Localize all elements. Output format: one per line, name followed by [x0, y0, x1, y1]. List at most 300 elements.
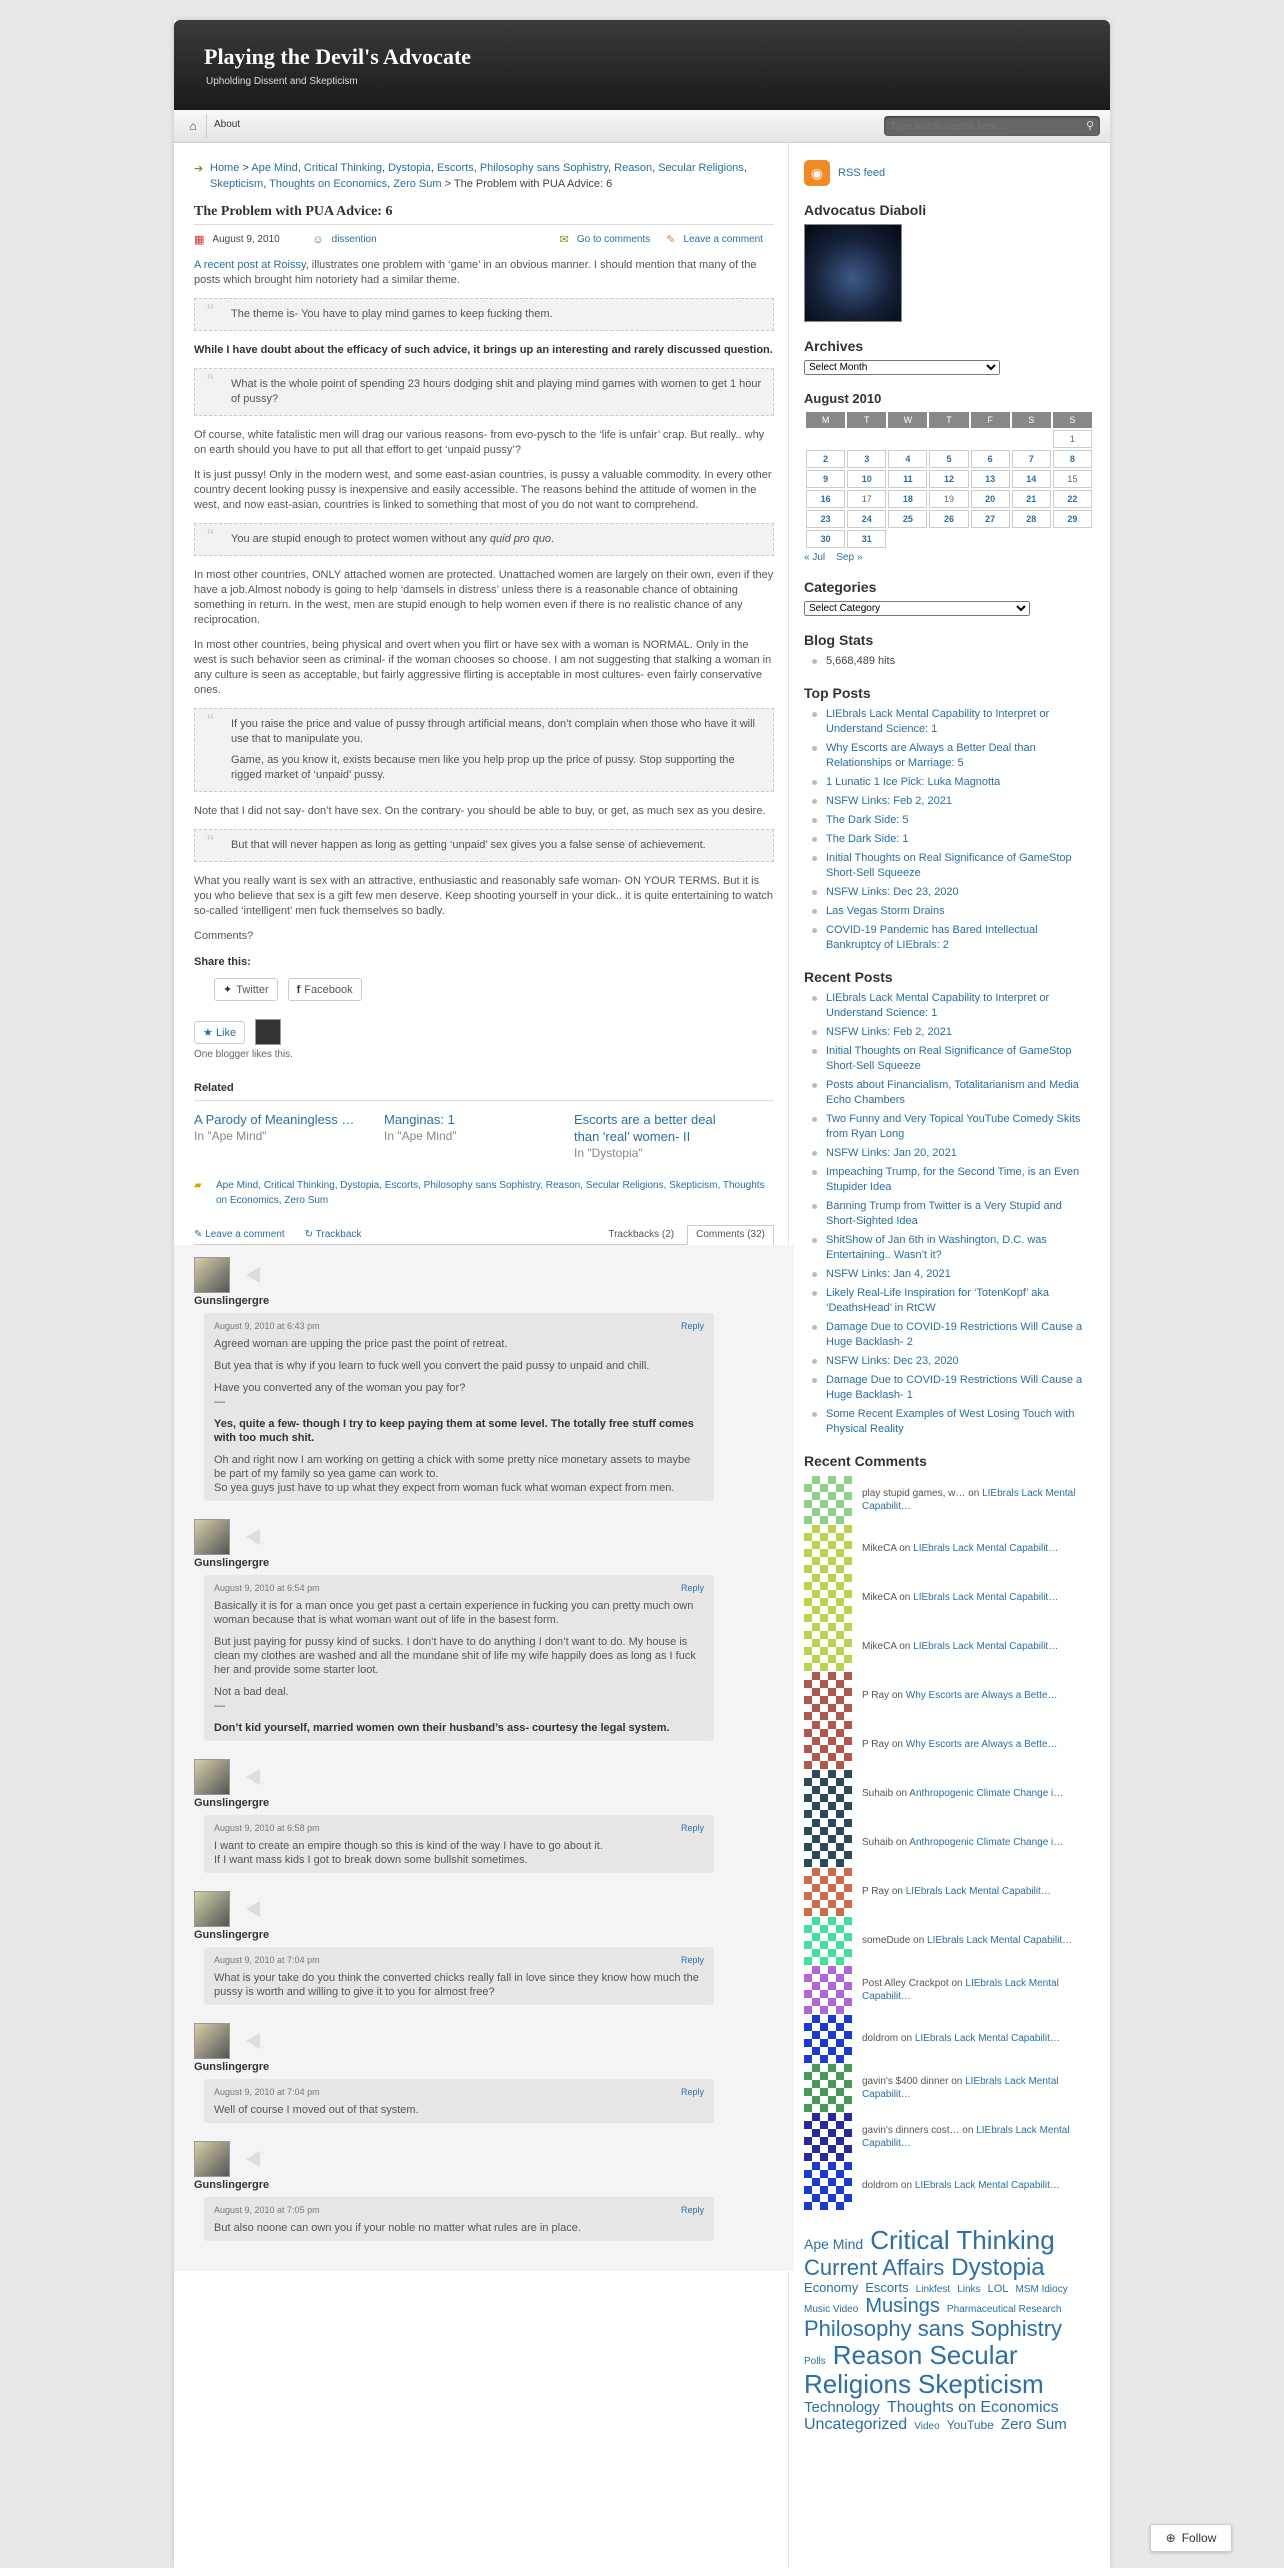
tag-cloud: [804, 2226, 1094, 2434]
recent-comment: [804, 1769, 1094, 1818]
calendar-day[interactable]: 20: [971, 490, 1010, 508]
recent-comment-text: [862, 1738, 1057, 1751]
recent-post-link[interactable]: Posts about Financialism, Totalitarianism and Media Echo Chambers: [804, 1078, 1094, 1108]
recent-post-link[interactable]: Likely Real-Life Inspiration for ‘TotenKopf’ aka ‘DeathsHead’ in RtCW: [804, 1286, 1094, 1316]
comment-text: Well of course I moved out of that system.: [214, 2104, 419, 2116]
calendar-week: [806, 490, 1092, 508]
recent-comment-author[interactable]: doldrom: [862, 2180, 899, 2191]
recent-comment: [804, 1916, 1094, 1965]
calendar-nav: [804, 552, 1094, 563]
top-post-link[interactable]: NSFW Links: Dec 23, 2020: [804, 885, 1094, 900]
avatar[interactable]: [804, 1672, 852, 1720]
trackback-link[interactable]: ↻ Trackback: [304, 1229, 362, 1240]
search-input[interactable]: [888, 118, 1072, 134]
calendar-day: [888, 530, 927, 548]
reply-link[interactable]: Reply: [680, 1583, 704, 1593]
recent-comment-author[interactable]: Suhaib: [862, 1837, 894, 1848]
goto-comments-link[interactable]: Go to comments: [576, 234, 651, 245]
recent-comment-author[interactable]: play stupid games, w…: [862, 1487, 966, 1499]
avatar[interactable]: [804, 1623, 852, 1671]
archives-title: Archives: [804, 338, 864, 354]
comments-list: [174, 1245, 794, 2271]
calendar-day[interactable]: 22: [1053, 490, 1092, 508]
calendar-day[interactable]: 30: [806, 530, 845, 548]
calendar-day[interactable]: 25: [888, 510, 927, 528]
top-post-link[interactable]: COVID-19 Pandemic has Bared Intellectual Bankruptcy of LIEbrals: 2: [804, 923, 1094, 953]
tag-link[interactable]: Skepticism: [918, 2369, 1044, 2400]
avatar[interactable]: [804, 2064, 852, 2112]
calendar-day[interactable]: 24: [847, 510, 886, 528]
calendar-day[interactable]: 5: [929, 450, 968, 468]
recent-post-link[interactable]: NSFW Links: Dec 23, 2020: [804, 1354, 1094, 1369]
tag-link[interactable]: Links: [957, 2283, 981, 2295]
twitter-button[interactable]: [214, 978, 278, 1001]
quote-icon: “: [207, 711, 214, 733]
calendar-day[interactable]: 28: [1012, 510, 1051, 528]
tag-link[interactable]: Secular Religions: [804, 2340, 1018, 2400]
avatar[interactable]: [804, 1525, 852, 1573]
recent-comment-post[interactable]: LIEbrals Lack Mental Capabilit…: [905, 1886, 1051, 1897]
quote-italic: quid pro quo: [489, 533, 552, 545]
recent-comment-author[interactable]: Suhaib: [862, 1788, 894, 1799]
comment-text: What is your take do you think the converted chicks really fall in love since they know how much the pussy is worth and willing to give it to you for almost free?: [214, 1972, 699, 1998]
calendar-day: [1053, 530, 1092, 548]
top-post-link[interactable]: The Dark Side: 1: [804, 832, 1094, 847]
recent-comment-post[interactable]: LIEbrals Lack Mental Capabilit…: [913, 1592, 1059, 1603]
calendar-day[interactable]: 6: [971, 450, 1010, 468]
calendar-day[interactable]: 8: [1053, 450, 1092, 468]
comment-date[interactable]: August 9, 2010 at 6:54 pm: [214, 1583, 320, 1593]
recent-comment-on: on: [899, 1592, 911, 1603]
breadcrumb-current: The Problem with PUA Advice: 6: [453, 178, 613, 190]
recent-comment-author[interactable]: doldrom: [862, 2033, 899, 2044]
quote-text: If you raise the price and value of pussy through artificial means, don’t complain when those who have it will use that to manipulate you.: [231, 718, 756, 745]
comment-date[interactable]: August 9, 2010 at 6:43 pm: [214, 1321, 320, 1331]
comment-text: But just paying for pussy kind of sucks. I don’t have to do anything I don’t want to do. My house is clean my clothes are washed and all the mundane shit of life my wife happily does as long as I fuck her and provide some starter loot.: [214, 1636, 696, 1676]
recent-post-link[interactable]: Damage Due to COVID-19 Restrictions Will Cause a Huge Backlash- 1: [804, 1373, 1094, 1403]
comment-body: [204, 1815, 714, 1873]
paragraph: Note that I did not say- don’t have sex. On the contrary- you should be able to buy, or get, as much sex as you desire.: [194, 805, 766, 817]
avatar[interactable]: [194, 1759, 230, 1795]
recent-comment-post[interactable]: LIEbrals Lack Mental Capabilit…: [927, 1935, 1073, 1946]
recent-comment-on: on: [900, 2180, 913, 2191]
avatar[interactable]: [194, 1257, 230, 1293]
archives-select[interactable]: [804, 360, 1000, 375]
recent-comment-post[interactable]: LIEbrals Lack Mental Capabilit…: [914, 2180, 1060, 2191]
comment-date[interactable]: August 9, 2010 at 6:58 pm: [214, 1823, 320, 1833]
tag-link[interactable]: Linkfest: [915, 2283, 951, 2295]
calendar-day[interactable]: 14: [1012, 470, 1051, 488]
breadcrumb-category[interactable]: Dystopia: [388, 162, 431, 174]
related-link[interactable]: Manginas: 1: [384, 1112, 455, 1127]
recent-comment: [804, 1671, 1094, 1720]
calendar-day: [1012, 430, 1051, 448]
recent-comment-on: on: [951, 2075, 963, 2087]
tag-link[interactable]: Uncategorized: [804, 2416, 908, 2434]
recent-comment-post[interactable]: LIEbrals Lack Mental Capabilit…: [862, 1487, 1076, 1512]
recent-post-link[interactable]: Banning Trump from Twitter is a Very Stupid and Short-Sighted Idea: [804, 1199, 1094, 1229]
sidebar: [804, 160, 1094, 2450]
avatar[interactable]: [804, 2162, 852, 2210]
quote-text: The theme is- You have to play mind games to keep fucking them.: [231, 308, 553, 320]
recent-comments-widget: [804, 1453, 1094, 2210]
pencil-icon: ✎: [666, 234, 676, 246]
recent-comment-on: on: [891, 1886, 903, 1897]
recent-comment: [804, 1720, 1094, 1769]
recent-comment-author[interactable]: P Ray: [862, 1739, 890, 1750]
blockquote: [194, 298, 774, 331]
avatar[interactable]: [804, 1868, 852, 1916]
calendar-day[interactable]: 21: [1012, 490, 1051, 508]
comment-text: But also noone can own you if your noble no matter what rules are in place.: [214, 2222, 581, 2234]
recent-comment-post[interactable]: Anthropogenic Climate Change i…: [909, 1837, 1064, 1848]
recent-comment-on: on: [968, 1487, 980, 1499]
recent-comment-text: [862, 2179, 1060, 2192]
recent-comment-text: [862, 1689, 1057, 1702]
top-post-link[interactable]: 1 Lunatic 1 Ice Pick: Luka Magnotta: [804, 775, 1094, 790]
calendar-next[interactable]: Sep »: [836, 552, 863, 563]
top-post-link[interactable]: LIEbrals Lack Mental Capability to Interpret or Understand Science: 1: [804, 707, 1094, 737]
avatar[interactable]: [804, 1819, 852, 1867]
page: [174, 20, 1110, 2568]
comment-author[interactable]: Gunslingergre: [194, 1557, 270, 1569]
post-category-links[interactable]: Ape Mind, Critical Thinking, Dystopia, Escorts, Philosophy sans Sophistry, Reason, Secular Religions, Skepticism, Thoughts on Economics, Zero Sum: [216, 1180, 765, 1206]
comment: [194, 1257, 774, 1501]
avatar[interactable]: [804, 1476, 852, 1524]
tag-link[interactable]: LOL: [987, 2282, 1009, 2295]
breadcrumb-category[interactable]: Zero Sum: [393, 178, 442, 190]
avatar[interactable]: [804, 2113, 852, 2161]
tag-link[interactable]: Ape Mind: [804, 2236, 864, 2252]
tag-link[interactable]: Escorts: [865, 2279, 909, 2295]
site-header: [174, 20, 1110, 110]
related-category: In "Ape Mind": [194, 1129, 267, 1143]
recent-comment-author[interactable]: MikeCA: [862, 1543, 897, 1554]
rss-widget: [804, 160, 1094, 186]
calendar-day[interactable]: 23: [806, 510, 845, 528]
calendar-day[interactable]: 7: [1012, 450, 1051, 468]
tab-trackbacks[interactable]: Trackbacks (2): [608, 1229, 675, 1240]
avatar[interactable]: [804, 1574, 852, 1622]
tag-link[interactable]: Dystopia: [951, 2253, 1045, 2281]
categories-widget: [804, 579, 1094, 616]
recent-comment: [804, 1818, 1094, 1867]
share-title: Share this:: [194, 956, 251, 968]
comment-meta: [214, 1319, 704, 1333]
like-button[interactable]: [194, 1021, 245, 1044]
tag-link[interactable]: Musings: [865, 2295, 940, 2318]
recent-comment-on: on: [913, 1935, 925, 1946]
calendar-day[interactable]: 12: [929, 470, 968, 488]
post-meta: [194, 233, 774, 246]
twitter-icon: ✦: [223, 984, 233, 996]
recent-comment-author[interactable]: Post Alley Crackpot: [862, 1977, 949, 1989]
post-categories: [194, 1178, 774, 1208]
comment-author[interactable]: Gunslingergre: [194, 1929, 270, 1941]
comment-pointer: [246, 1769, 260, 1785]
comment-author[interactable]: Gunslingergre: [194, 2179, 270, 2191]
recent-posts-list: [804, 991, 1094, 1437]
calendar-week: [806, 430, 1092, 448]
leave-comment-button[interactable]: ✎ Leave a comment: [194, 1229, 285, 1240]
reply-link[interactable]: Reply: [680, 2087, 704, 2097]
recent-comment: [804, 1475, 1094, 1524]
calendar-day[interactable]: 11: [888, 470, 927, 488]
tag-link[interactable]: Current Affairs: [804, 2254, 945, 2280]
recent-comment-author[interactable]: MikeCA: [862, 1592, 897, 1603]
comment-response: Yes, quite a few- though I try to keep paying them at some level. The totally free stuff comes with too much shit.: [214, 1418, 694, 1444]
tag-link[interactable]: Polls: [804, 2356, 826, 2368]
breadcrumb-category[interactable]: Philosophy sans Sophistry: [479, 162, 609, 174]
advocatus-widget: [804, 202, 1094, 322]
recent-comment-on: on: [895, 1837, 908, 1848]
calendar-day: [971, 530, 1010, 548]
breadcrumb-category[interactable]: Critical Thinking: [303, 162, 382, 174]
calendar-day: [888, 430, 927, 448]
rss-icon[interactable]: ◉: [804, 160, 830, 186]
advocatus-image[interactable]: [804, 224, 902, 322]
recent-comment: [804, 1867, 1094, 1916]
tag-link[interactable]: Technology: [804, 2398, 880, 2416]
recent-comment-author[interactable]: MikeCA: [862, 1641, 897, 1652]
blockquote: [194, 368, 774, 416]
recent-post-link[interactable]: NSFW Links: Feb 2, 2021: [804, 1025, 1094, 1040]
tag-link[interactable]: MSM Idiocy: [1015, 2283, 1068, 2295]
comment-meta: [214, 1821, 704, 1835]
liker-avatar[interactable]: [255, 1019, 281, 1045]
calendar-day: [971, 430, 1010, 448]
calendar-day[interactable]: 4: [888, 450, 927, 468]
follow-button[interactable]: [1150, 2524, 1232, 2552]
recent-comment-post[interactable]: LIEbrals Lack Mental Capabilit…: [913, 1543, 1059, 1554]
breadcrumb-category[interactable]: Ape Mind: [251, 162, 298, 174]
facebook-label: Facebook: [304, 983, 353, 996]
comment-author[interactable]: Gunslingergre: [194, 1797, 270, 1809]
avatar[interactable]: [194, 1519, 230, 1555]
rss-link[interactable]: RSS feed: [838, 167, 886, 179]
top-post-link[interactable]: Las Vegas Storm Drains: [804, 904, 1094, 919]
post-author[interactable]: dissention: [331, 234, 377, 245]
recent-comment-author[interactable]: P Ray: [862, 1690, 890, 1701]
recent-comment-post[interactable]: Anthropogenic Climate Change i…: [909, 1788, 1064, 1799]
comment-pointer: [246, 1267, 260, 1283]
search-icon[interactable]: ⚲: [1085, 120, 1094, 132]
avatar[interactable]: [804, 1917, 852, 1965]
reply-link[interactable]: Reply: [680, 1321, 704, 1331]
breadcrumb-category[interactable]: Thoughts on Economics: [269, 178, 388, 190]
recent-post-link[interactable]: Some Recent Examples of West Losing Touch with Physical Reality: [804, 1407, 1094, 1437]
comment-date[interactable]: August 9, 2010 at 7:05 pm: [214, 2205, 320, 2215]
calendar-day[interactable]: 16: [806, 490, 845, 508]
comment-pointer: [246, 2151, 260, 2167]
paragraph: It is just pussy! Only in the modern west, and some east-asian countries, is pussy a valuable commodity. In every other country decent looking pussy is inexpensive and easily accessible. The reasons behind the attitude of women in the west, and now east-asian, countries is linked to something that most of you do not want to comprehend.: [194, 469, 772, 511]
breadcrumb: [194, 160, 774, 192]
paragraph: In most other countries, being physical and overt when you flirt or have sex with a woman is NORMAL. Only in the west is such behavior seen as criminal- if the woman chooses so choose. I am not suggesting that stalking a woman in any culture is seen as acceptable, but fairly aggressive flirting is acceptable in most cultures- even fairly conservative ones.: [194, 639, 772, 696]
recent-comment-post[interactable]: LIEbrals Lack Mental Capabilit…: [914, 2033, 1060, 2044]
top-posts-widget: [804, 685, 1094, 953]
comment-response: Don’t kid yourself, married women own their husband’s ass- courtesy the legal system.: [214, 1722, 670, 1734]
site-tagline: Upholding Dissent and Skepticism: [206, 76, 358, 87]
calendar-day[interactable]: 31: [847, 530, 886, 548]
paragraph: In most other countries, ONLY attached women are protected. Unattached women are largely on their own, even if they have a job.Almost nobody is going to help ‘damsels in distress’ unless there is a reasonable chance of obtaining something in return. In the west, men are stupid enough to help women even if there is no realistic chance of any reciprocation.: [194, 569, 774, 626]
recent-comment-text: [862, 1487, 1094, 1513]
recent-comment-on: on: [891, 1739, 903, 1750]
breadcrumb-category[interactable]: Secular Religions: [658, 162, 744, 174]
recent-post-link[interactable]: NSFW Links: Jan 4, 2021: [804, 1267, 1094, 1282]
calendar-day[interactable]: 29: [1053, 510, 1092, 528]
tag-link[interactable]: Pharmaceutical Research: [946, 2304, 1062, 2316]
comment-text: Have you converted any of the woman you pay for? —: [214, 1382, 466, 1408]
recent-comment-author[interactable]: P Ray: [862, 1886, 890, 1897]
recent-comment-post[interactable]: Why Escorts are Always a Bette…: [905, 1690, 1058, 1701]
breadcrumb-category[interactable]: Skepticism: [210, 178, 264, 190]
related-link[interactable]: Escorts are a better deal than 'real' women- II: [574, 1112, 716, 1144]
top-post-link[interactable]: The Dark Side: 5: [804, 813, 1094, 828]
comment: [194, 1519, 774, 1741]
calendar-day[interactable]: 27: [971, 510, 1010, 528]
recent-comment: [804, 1573, 1094, 1622]
recent-comment-post[interactable]: LIEbrals Lack Mental Capabilit…: [862, 2075, 1059, 2100]
calendar-day: [847, 430, 886, 448]
avatar[interactable]: [804, 1770, 852, 1818]
blockquote: [194, 829, 774, 862]
recent-post-link[interactable]: ShitShow of Jan 6th in Washington, D.C. was Entertaining.. Wasn’t it?: [804, 1233, 1094, 1263]
comment-text: Agreed woman are upping the price past the point of retreat.: [214, 1338, 508, 1350]
recent-post-link[interactable]: LIEbrals Lack Mental Capability to Interpret or Understand Science: 1: [804, 991, 1094, 1021]
tag-link[interactable]: YouTube: [946, 2418, 994, 2433]
paragraph: What you really want is sex with an attractive, enthusiastic and reasonably safe woman- ON YOUR TERMS. But it is you who believe that sex is a gift few men deserve. Keep shooting yourself in your dick.. it is quite entertaining to watch so-called ‘intelligent’ men fuck themselves so badly.: [194, 875, 774, 917]
quote-text: Game, as you know it, exists because men like you help prop up the price of pussy. Stop supporting the rigged market of ‘unpaid’ pussy.: [231, 754, 735, 781]
calendar-caption: August 2010: [804, 391, 882, 406]
categories-select[interactable]: [804, 601, 1030, 616]
avatar[interactable]: [194, 2141, 230, 2177]
related-link[interactable]: A Parody of Meaningless …: [194, 1112, 355, 1127]
calendar-day: 17: [847, 490, 886, 508]
top-post-link[interactable]: Why Escorts are Always a Better Deal than Relationships or Marriage: 5: [804, 741, 1094, 771]
recent-post-link[interactable]: Initial Thoughts on Real Significance of GameStop Short-Sell Squeeze: [804, 1044, 1094, 1074]
calendar-week: [806, 450, 1092, 468]
comment-body: [204, 1947, 714, 2005]
advocatus-title: Advocatus Diaboli: [804, 202, 927, 218]
tag-link[interactable]: Critical Thinking: [870, 2225, 1055, 2255]
folder-icon: ▰: [194, 1180, 202, 1191]
recent-comment-author[interactable]: someDude: [862, 1935, 911, 1946]
tab-comments[interactable]: Comments (32): [687, 1225, 774, 1245]
avatar[interactable]: [804, 1721, 852, 1769]
blockquote: [194, 523, 774, 556]
comment-date[interactable]: August 9, 2010 at 7:04 pm: [214, 1955, 320, 1965]
calendar-day[interactable]: 3: [847, 450, 886, 468]
breadcrumb-category[interactable]: Escorts: [437, 162, 474, 174]
comment-bar: [194, 1222, 774, 1245]
facebook-button[interactable]: [288, 978, 362, 1001]
calendar-weekday: T: [847, 412, 886, 428]
recent-comment-text: [862, 1787, 1063, 1800]
calendar-day[interactable]: 2: [806, 450, 845, 468]
calendar-widget: [804, 391, 1094, 563]
tag-link[interactable]: Reason: [832, 2340, 923, 2371]
top-posts-title: Top Posts: [804, 685, 871, 701]
reply-link[interactable]: Reply: [680, 2205, 704, 2215]
site-title[interactable]: Playing the Devil's Advocate: [204, 44, 472, 69]
avatar[interactable]: [194, 2023, 230, 2059]
top-posts-list: [804, 707, 1094, 953]
comment-date[interactable]: August 9, 2010 at 7:04 pm: [214, 2087, 320, 2097]
nav-about[interactable]: About: [214, 119, 241, 130]
home-icon[interactable]: ⌂: [180, 114, 207, 138]
calendar-day[interactable]: 18: [888, 490, 927, 508]
calendar: [804, 391, 1094, 550]
avatar[interactable]: [194, 1891, 230, 1927]
recent-post-link[interactable]: Impeaching Trump, for the Second Time, is an Even Stupider Idea: [804, 1165, 1094, 1195]
top-post-link[interactable]: NSFW Links: Feb 2, 2021: [804, 794, 1094, 809]
related-item: [384, 1111, 554, 1162]
recent-comment-post[interactable]: Why Escorts are Always a Bette…: [905, 1739, 1058, 1750]
calendar-day[interactable]: 26: [929, 510, 968, 528]
tag-link[interactable]: Philosophy sans Sophistry: [804, 2316, 1063, 2342]
tag-link[interactable]: Thoughts on Economics: [886, 2398, 1059, 2416]
calendar-weekday: M: [806, 412, 845, 428]
calendar-icon: ▦: [194, 234, 205, 246]
intro-text: , illustrates one problem with ‘game’ in an obvious manner. I should mention that many of the posts which brought him notoriety had a similar theme.: [194, 259, 757, 286]
recent-comment-post[interactable]: LIEbrals Lack Mental Capabilit…: [862, 1977, 1059, 2002]
likes-text: One blogger likes this.: [194, 1049, 293, 1060]
recent-comment-post[interactable]: LIEbrals Lack Mental Capabilit…: [862, 2124, 1070, 2149]
recent-comment-author[interactable]: gavin's $400 dinner: [862, 2075, 949, 2087]
breadcrumb-home[interactable]: Home: [210, 162, 240, 174]
recent-comment: [804, 2161, 1094, 2210]
tag-link[interactable]: Economy: [804, 2279, 859, 2295]
comment-author[interactable]: Gunslingergre: [194, 2061, 270, 2073]
breadcrumb-category[interactable]: Reason: [614, 162, 653, 174]
main-content: [194, 160, 774, 2271]
recent-post-link[interactable]: Two Funny and Very Topical YouTube Comedy Skits from Ryan Long: [804, 1112, 1094, 1142]
tag-link[interactable]: Zero Sum: [1000, 2416, 1067, 2434]
reply-link[interactable]: Reply: [680, 1823, 704, 1833]
tag-link[interactable]: Video: [914, 2421, 940, 2433]
like-label: Like: [215, 1026, 237, 1039]
categories-title: Categories: [804, 579, 877, 595]
calendar-day[interactable]: 10: [847, 470, 886, 488]
comment-meta: [214, 1953, 704, 1967]
recent-comment-text: [862, 1542, 1058, 1555]
recent-comment-post[interactable]: LIEbrals Lack Mental Capabilit…: [913, 1641, 1059, 1652]
twitter-label: Twitter: [236, 983, 269, 996]
top-post-link[interactable]: Initial Thoughts on Real Significance of GameStop Short-Sell Squeeze: [804, 851, 1094, 881]
recent-post-link[interactable]: Damage Due to COVID-19 Restrictions Will Cause a Huge Backlash- 2: [804, 1320, 1094, 1350]
calendar-day[interactable]: 9: [806, 470, 845, 488]
calendar-day[interactable]: 13: [971, 470, 1010, 488]
comment-author[interactable]: Gunslingergre: [194, 1295, 270, 1307]
calendar-prev[interactable]: « Jul: [804, 552, 826, 563]
avatar[interactable]: [804, 1966, 852, 2014]
leave-comment-label: Leave a comment: [205, 1229, 285, 1240]
post-title[interactable]: The Problem with PUA Advice: 6: [194, 204, 774, 225]
recent-comment-author[interactable]: gavin's dinners cost…: [862, 2124, 960, 2136]
avatar[interactable]: [804, 2015, 852, 2063]
calendar-week: [806, 470, 1092, 488]
comment-body: [204, 1575, 714, 1741]
roissy-link[interactable]: A recent post at Roissy: [194, 259, 306, 271]
comment-meta: [214, 2203, 704, 2217]
reply-link[interactable]: Reply: [680, 1955, 704, 1965]
recent-comments-list: [804, 1475, 1094, 2210]
recent-post-link[interactable]: NSFW Links: Jan 20, 2021: [804, 1146, 1094, 1161]
leave-comment-link[interactable]: Leave a comment: [683, 234, 763, 245]
post-date: August 9, 2010: [212, 234, 280, 245]
tag-link[interactable]: Music Video: [804, 2304, 859, 2316]
recent-comment-on: on: [900, 2033, 913, 2044]
